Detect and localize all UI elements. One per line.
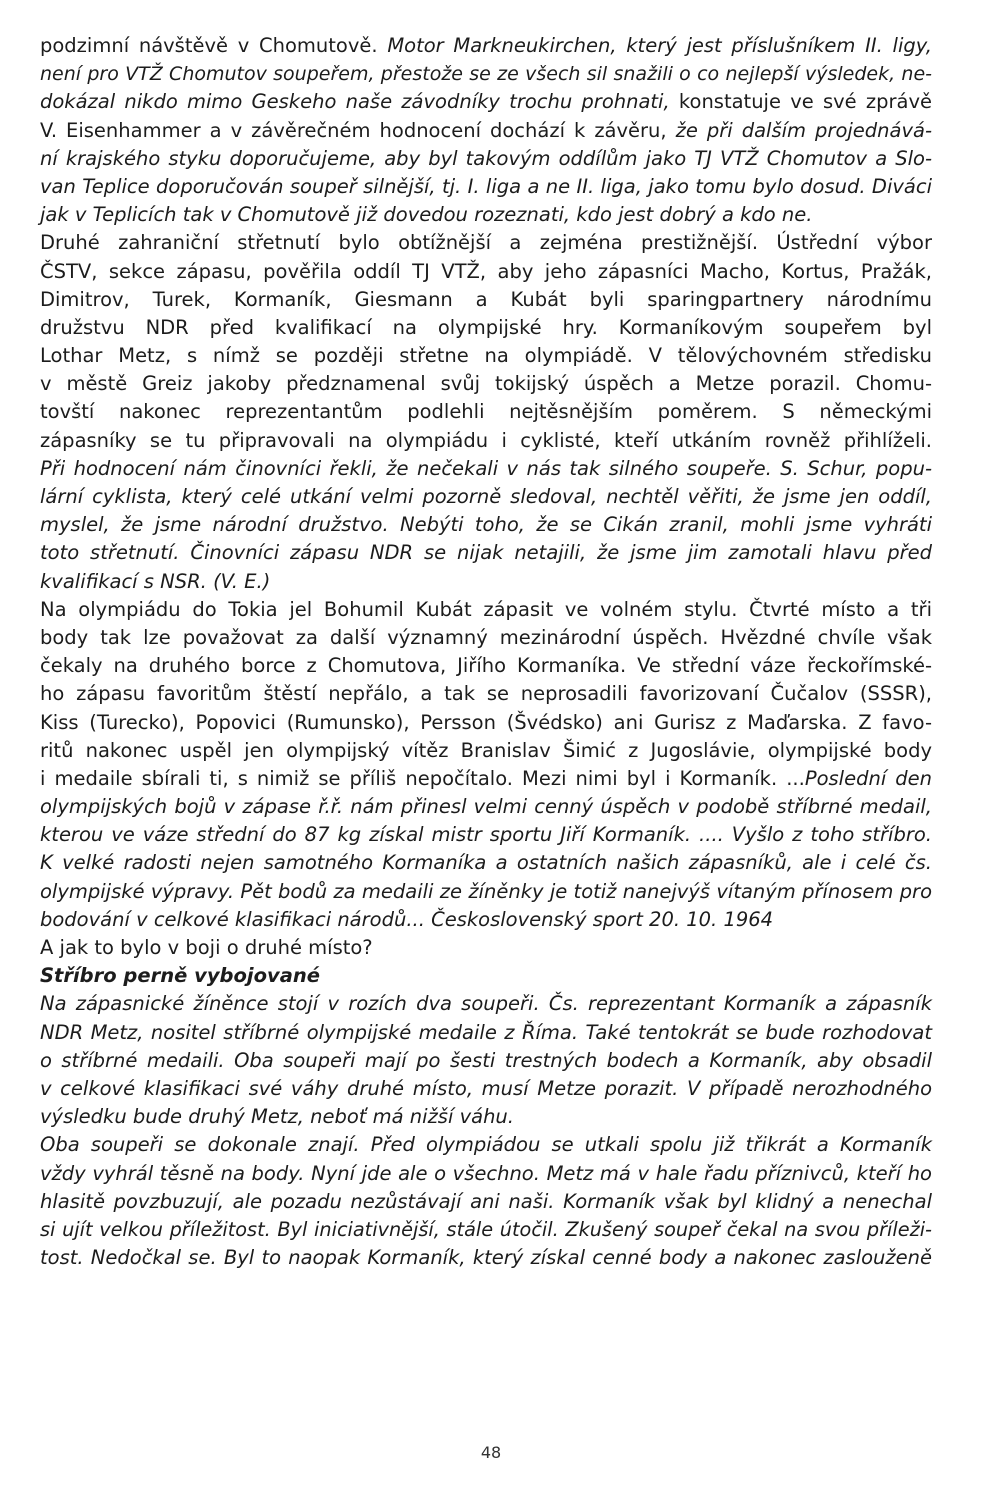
italic-text: myslel, že jsme národní družstvo. Nebýti toho, že se Cikán zranil, mohli jsme vyhráti <box>40 513 932 537</box>
italic-text: jak v Teplicích tak v Chomutově již dovedou rozeznati, kdo jest dobrý a kdo ne. <box>40 203 813 227</box>
text-line <box>40 427 932 455</box>
text-line <box>40 906 932 934</box>
text-line <box>40 483 932 511</box>
text-line <box>40 709 932 737</box>
body-text: v městě Greiz jakoby předznamenal svůj tokijský úspěch a Metze porazil. Chomu- <box>40 372 932 396</box>
italic-text: Oba soupeři se dokonale znají. Před olympiádou se utkali spolu již třikrát a Kormaník <box>40 1133 932 1157</box>
text-line <box>40 314 932 342</box>
text-line <box>40 934 932 962</box>
italic-text: že při dalším projednává- <box>675 118 933 142</box>
italic-text: van Teplice doporučován soupeř silnější, tj. I. liga a ne II. liga, jako tomu bylo dosud. Diváci <box>40 174 932 198</box>
page-number: 48 <box>480 1443 502 1462</box>
text-line <box>40 145 932 173</box>
body-text: V. Eisenhammer a v závěrečném hodnocení dochází k závěru, <box>40 118 676 142</box>
text-line <box>40 878 932 906</box>
italic-text: vždy vyhrál těsně na body. Nyní jde ale o všechno. Metz má v hale řadu příznivců, kteří ho <box>40 1161 932 1185</box>
text-line <box>40 568 932 596</box>
text-line <box>40 1244 932 1272</box>
text-line <box>40 596 932 624</box>
body-text: zápasníky se tu připravovali na olympiádu i cyklisté, kteří utkáním rovněž přihlíželi. <box>40 428 932 452</box>
text-line <box>40 1216 932 1244</box>
italic-text: ní krajského styku doporučujeme, aby byl takovým oddílům jako TJ VTŽ Chomutov a Slo- <box>40 146 932 170</box>
italic-text: si ujít velkou příležitost. Byl iniciativnější, stále útočil. Zkušený soupeř čekal na svou příleži- <box>40 1217 932 1241</box>
text-line <box>40 737 932 765</box>
italic-text: lární cyklista, který celé utkání velmi pozorně sledoval, nechtěl věřiti, že jsme jen oddíl, <box>40 485 932 508</box>
text-line <box>40 258 932 286</box>
body-text: Druhé zahraniční střetnutí bylo obtížnější a zejména prestižnější. Ústřední výbor <box>40 231 932 255</box>
italic-text: Poslední den <box>804 766 932 790</box>
text-line <box>40 511 932 539</box>
text-line <box>40 342 932 370</box>
text-line <box>40 765 932 793</box>
body-text: A jak to bylo v boji o druhé místo? <box>40 936 373 959</box>
text-line <box>40 821 932 849</box>
text-line <box>40 398 932 426</box>
body-text: i medaile sbírali ti, s nimiž se příliš nepočítalo. Mezi nimi byl i Kormaník. ... <box>40 766 805 790</box>
text-line <box>40 60 932 88</box>
italic-text: NDR Metz, nositel stříbrné olympijské medaile z Říma. Také tentokrát se bude rozhodovat <box>40 1020 932 1044</box>
text-line <box>40 1188 932 1216</box>
italic-text: o stříbrné medaili. Oba soupeři mají po šesti trestných bodech a Kormaník, aby obsadil <box>40 1048 932 1072</box>
text-line <box>40 1103 932 1131</box>
text-line <box>40 1131 932 1159</box>
body-text: Na olympiádu do Tokia jel Bohumil Kubát zápasit ve volném stylu. Čtvrté místo a tři <box>40 597 932 621</box>
body-text: ČSTV, sekce zápasu, pověřila oddíl TJ VTŽ, aby jeho zápasníci Macho, Kortus, Pražák, <box>40 259 932 283</box>
text-line <box>40 652 932 680</box>
italic-text: toto střetnutí. Činovníci zápasu NDR se nijak netajili, že jsme jim zamotali hlavu před <box>40 541 932 565</box>
body-text: družstvu NDR před kvalifikací na olympijské hry. Kormaníkovým soupeřem byl <box>40 315 932 339</box>
italic-text: Při hodnocení nám činovníci řekli, že nečekali v nás tak silného soupeře. S. Schur, popu- <box>40 456 932 480</box>
body-text: Kiss (Turecko), Popovici (Rumunsko), Persson (Švédsko) ani Gurisz z Maďarska. Z favo- <box>40 710 932 734</box>
text-line <box>40 849 932 877</box>
text-line <box>40 201 932 229</box>
text-line <box>40 117 932 145</box>
page-body <box>40 32 932 1272</box>
text-line <box>40 286 932 314</box>
italic-text: hlasitě povzbuzují, ale pozadu nezůstávají ani naši. Kormaník však byl klidný a nenechal <box>40 1189 932 1213</box>
italic-text: bodování v celkové klasifikaci národů... Československý sport 20. 10. 1964 <box>40 907 774 931</box>
body-text: podzimní návštěvě v Chomutově. <box>40 34 388 57</box>
italic-text: není pro VTŽ Chomutov soupeřem, přestože se ze všech sil snažili o co nejlepší výsledek, ne- <box>40 63 932 86</box>
text-line <box>40 370 932 398</box>
text-line <box>40 539 932 567</box>
body-text: Lothar Metz, s nímž se později střetne na olympiádě. V tělovýchovném středisku <box>40 344 932 368</box>
italic-text: olympijských bojů v zápase ř.ř. nám přinesl velmi cenný úspěch v podobě stříbrné medail, <box>40 795 932 819</box>
text-line <box>40 1047 932 1075</box>
body-text: ho zápasu favoritům štěstí nepřálo, a tak se neprosadili favorizovaní Čučalov (SSSR), <box>40 682 932 706</box>
italic-text: Motor Markneukirchen, který jest příslušníkem II. ligy, <box>387 34 932 57</box>
text-line <box>40 990 932 1018</box>
italic-text: kterou ve váze střední do 87 kg získal mistr sportu Jiří Kormaník. .... Vyšlo z toho stříbro. <box>40 823 932 847</box>
italic-text: výsledku bude druhý Metz, neboť má nižší váhu. <box>40 1105 514 1129</box>
italic-text: tost. Nedočkal se. Byl to naopak Kormaník, který získal cenné body a nakonec zaslouženě <box>40 1246 932 1270</box>
text-line <box>40 455 932 483</box>
body-text: body tak lze považovat za další významný mezinárodní úspěch. Hvězdné chvíle však <box>40 625 932 649</box>
italic-text: v celkové klasifikaci své váhy druhé místo, musí Metze porazit. V případě nerozhodného <box>40 1076 932 1100</box>
text-line <box>40 1075 932 1103</box>
text-line <box>40 32 932 60</box>
text-line <box>40 229 932 257</box>
body-text: Dimitrov, Turek, Kormaník, Giesmann a Kubát byli sparingpartnery národnímu <box>40 287 932 311</box>
italic-text: olympijské výpravy. Pět bodů za medaili ze žíněnky je totiž nanejvýš vítaným přínosem pro <box>40 879 932 903</box>
italic-text: K velké radosti nejen samotného Kormaníka a ostatních našich zápasníků, ale i celé čs. <box>40 851 932 875</box>
text-line <box>40 1019 932 1047</box>
section-heading <box>40 962 932 990</box>
body-text: ritů nakonec uspěl jen olympijský vítěz Branislav Šimić z Jugoslávie, olympijské body <box>40 738 932 762</box>
text-line <box>40 624 932 652</box>
italic-text: dokázal nikdo mimo Geskeho naše závodníky trochu prohnati, <box>40 90 670 114</box>
text-line <box>40 1160 932 1188</box>
italic-text: kvalifikací s NSR. (V. E.) <box>40 569 271 593</box>
text-line <box>40 88 932 116</box>
italic-text: Stříbro perně vybojované <box>40 964 320 988</box>
text-line <box>40 680 932 708</box>
body-text: konstatuje ve své zprávě <box>669 90 932 114</box>
text-line <box>40 793 932 821</box>
italic-text: Na zápasnické žíněnce stojí v rozích dva soupeři. Čs. reprezentant Kormaník a zápasník <box>40 992 932 1016</box>
body-text: tovští nakonec reprezentantům podlehli nejtěsnějším poměrem. S německými <box>40 400 932 424</box>
text-line <box>40 173 932 201</box>
body-text: čekaly na druhého borce z Chomutova, Jiřího Kormaníka. Ve střední váze řeckořímské- <box>40 654 932 678</box>
